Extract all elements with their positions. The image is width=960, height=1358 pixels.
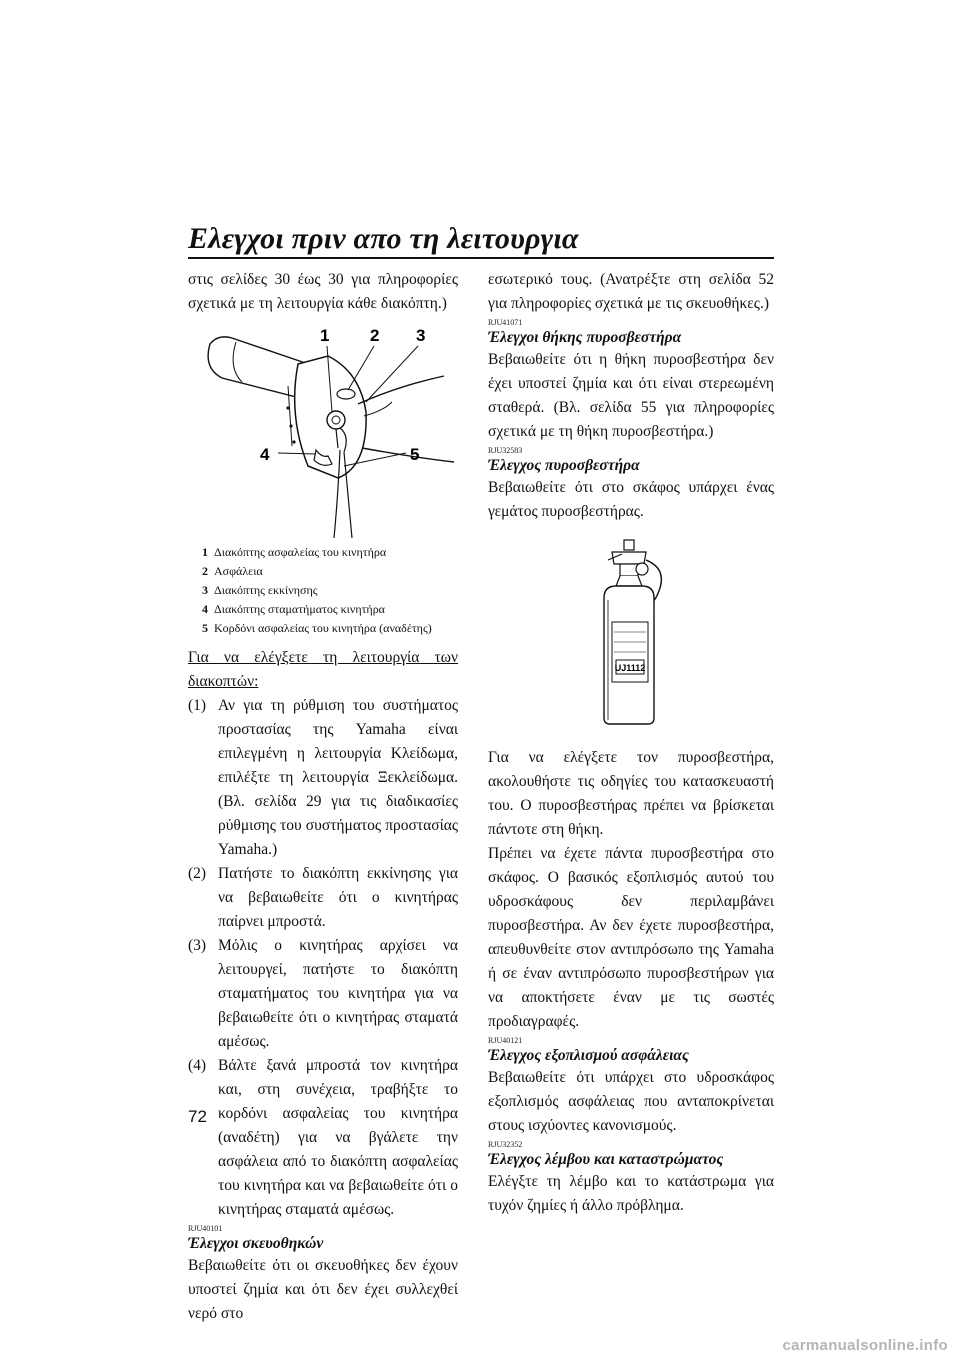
- page-title: Ελεγχοι πριν απο τη λειτουργια: [188, 222, 579, 255]
- safety-paragraph: Βεβαιωθείτε ότι υπάρχει στο υδροσκάφος εξοπλισμός ασφάλειας που ανταποκρίνεται στους ισχύοντες κανονισμούς.: [488, 1069, 774, 1134]
- watermark: carmanualsonline.info: [782, 1337, 948, 1354]
- handlebar-switch-illustration: [188, 316, 458, 541]
- figure-code: UJ1112: [614, 663, 646, 673]
- extinguisher-required-paragraph: Πρέπει να έχετε πάντα πυροσβεστήρα στο σκάφος. Ο βασικός εξοπλισμός αυτού του υδροσκάφους δεν περιλαμβάνει πυροσβεστήρα. Αν δεν έχετε πυροσβεστήρα, απευθυνθείτε στον αντιπρόσωπο της Yamaha ή σε έναν αντιπρόσωπο πυροσβεστήρων για να αποκτήσετε έναν με τις σωστές προδιαγραφές.: [488, 845, 774, 1030]
- legend-num: 5: [202, 621, 208, 635]
- left-column: [188, 268, 458, 1326]
- hull-paragraph: Ελέγξτε τη λέμβο και το κατάστρωμα για τυχόν ζημίες ή άλλο πρόβλημα.: [488, 1173, 774, 1214]
- step-item: [188, 1054, 458, 1222]
- section-heading-extinguisher: Έλεγχος πυροσβεστήρα: [488, 457, 640, 474]
- section-code: RJU41071: [488, 318, 523, 327]
- legend-text: Διακόπτης σταματήματος κινητήρα: [214, 602, 385, 616]
- page-number: 72: [188, 1107, 207, 1126]
- legend-num: 4: [202, 602, 208, 616]
- extinguisher-check-paragraph: Για να ελέγξετε τον πυροσβεστήρα, ακολουθήστε τις οδηγίες του κατασκευαστή του. Ο πυροσβεστήρας πρέπει να βρίσκεται πάντοτε στη θήκη.: [488, 749, 774, 838]
- step-item: [188, 862, 458, 934]
- section-code: RJU32583: [488, 446, 523, 455]
- title-rule: [188, 257, 774, 259]
- extinguisher-paragraph: Βεβαιωθείτε ότι στο σκάφος υπάρχει ένας γεμάτος πυροσβεστήρας.: [488, 479, 774, 520]
- step-text: Μόλις ο κινητήρας αρχίσει να λειτουργεί, πατήστε το διακόπτη σταματήματος του κινητήρα για να βεβαιωθείτε ότι ο κινητήρας σταματά αμέσως.: [218, 937, 458, 1050]
- step-text: Αν για τη ρύθμιση του συστήματος προστασίας της Yamaha είναι επιλεγμένη η λειτουργία Κλείδωμα, επιλέξτε τη λειτουργία Ξεκλείδωμα. (Βλ. σελίδα 29 για τις διαδικασίες ρύθμισης του συστήματος προστασίας Yamaha.): [218, 697, 458, 858]
- step-number: (2): [188, 865, 207, 882]
- callout-1: 1: [320, 326, 330, 345]
- section-code: RJU40101: [188, 1224, 223, 1233]
- step-number: (3): [188, 937, 207, 954]
- holder-paragraph: Βεβαιωθείτε ότι η θήκη πυροσβεστήρα δεν έχει υποστεί ζημία και ότι είναι στερεωμένη σταθερά. (Βλ. σελίδα 55 για πληροφορίες σχετικά με τη θήκη πυροσβεστήρα.): [488, 351, 774, 440]
- legend-item: [202, 562, 458, 581]
- procedure-heading: Για να ελέγξετε τη λειτουργία των διακοπτών:: [188, 649, 458, 690]
- legend-item: [202, 600, 458, 619]
- legend-text: Κορδόνι ασφαλείας του κινητήρα (αναδέτης): [214, 621, 432, 635]
- section-heading-holder: Έλεγχοι θήκης πυροσβεστήρα: [488, 329, 682, 346]
- legend-item: [202, 619, 458, 638]
- section-heading-storage: Έλεγχοι σκευοθηκών: [188, 1235, 324, 1252]
- legend-item: [202, 543, 458, 562]
- section-code: RJU32352: [488, 1140, 523, 1149]
- section-heading-hull: Έλεγχος λέμβου και καταστρώματος: [488, 1151, 724, 1168]
- step-number: (1): [188, 697, 207, 714]
- legend-num: 3: [202, 583, 208, 597]
- figure-legend: [202, 543, 458, 638]
- storage-paragraph: Βεβαιωθείτε ότι οι σκευοθήκες δεν έχουν υποστεί ζημία και ότι δεν έχει συλλεχθεί νερό στο: [188, 1257, 458, 1322]
- legend-num: 2: [202, 564, 208, 578]
- callout-2: 2: [370, 326, 380, 345]
- legend-text: Διακόπτης εκκίνησης: [214, 583, 318, 597]
- section-heading-safety: Έλεγχος εξοπλισμού ασφάλειας: [488, 1047, 689, 1064]
- legend-text: Ασφάλεια: [214, 564, 263, 578]
- callout-5: 5: [410, 445, 420, 464]
- storage-paragraph-continued: εσωτερικό τους. (Ανατρέξτε στη σελίδα 52 για πληροφορίες σχετικά με τις σκευοθήκες.): [488, 271, 774, 312]
- section-code: RJU40121: [488, 1036, 523, 1045]
- step-text: Πατήστε το διακόπτη εκκίνησης για να βεβαιωθείτε ότι ο κινητήρας παίρνει μπροστά.: [218, 865, 458, 930]
- fire-extinguisher-illustration: [586, 538, 676, 728]
- legend-num: 1: [202, 545, 208, 559]
- callout-4: 4: [260, 445, 270, 464]
- step-number: (4): [188, 1057, 207, 1074]
- procedure-steps: [188, 694, 458, 1222]
- legend-text: Διακόπτης ασφαλείας του κινητήρα: [214, 545, 387, 559]
- callout-3: 3: [416, 326, 426, 345]
- step-text: Βάλτε ξανά μπροστά τον κινητήρα και, στη συνέχεια, τραβήξτε το κορδόνι ασφαλείας του κινητήρα (αναδέτη) για να βγάλετε την ασφάλεια από το διακόπτη ασφαλείας του κινητήρα και να βεβαιωθείτε ότι ο κινητήρας σταματά αμέσως.: [218, 1057, 458, 1218]
- right-column: [488, 268, 774, 1218]
- intro-paragraph: στις σελίδες 30 έως 30 για πληροφορίες σχετικά με τη λειτουργία κάθε διακόπτη.): [188, 271, 458, 312]
- step-item: [188, 934, 458, 1054]
- step-item: [188, 694, 458, 862]
- legend-item: [202, 581, 458, 600]
